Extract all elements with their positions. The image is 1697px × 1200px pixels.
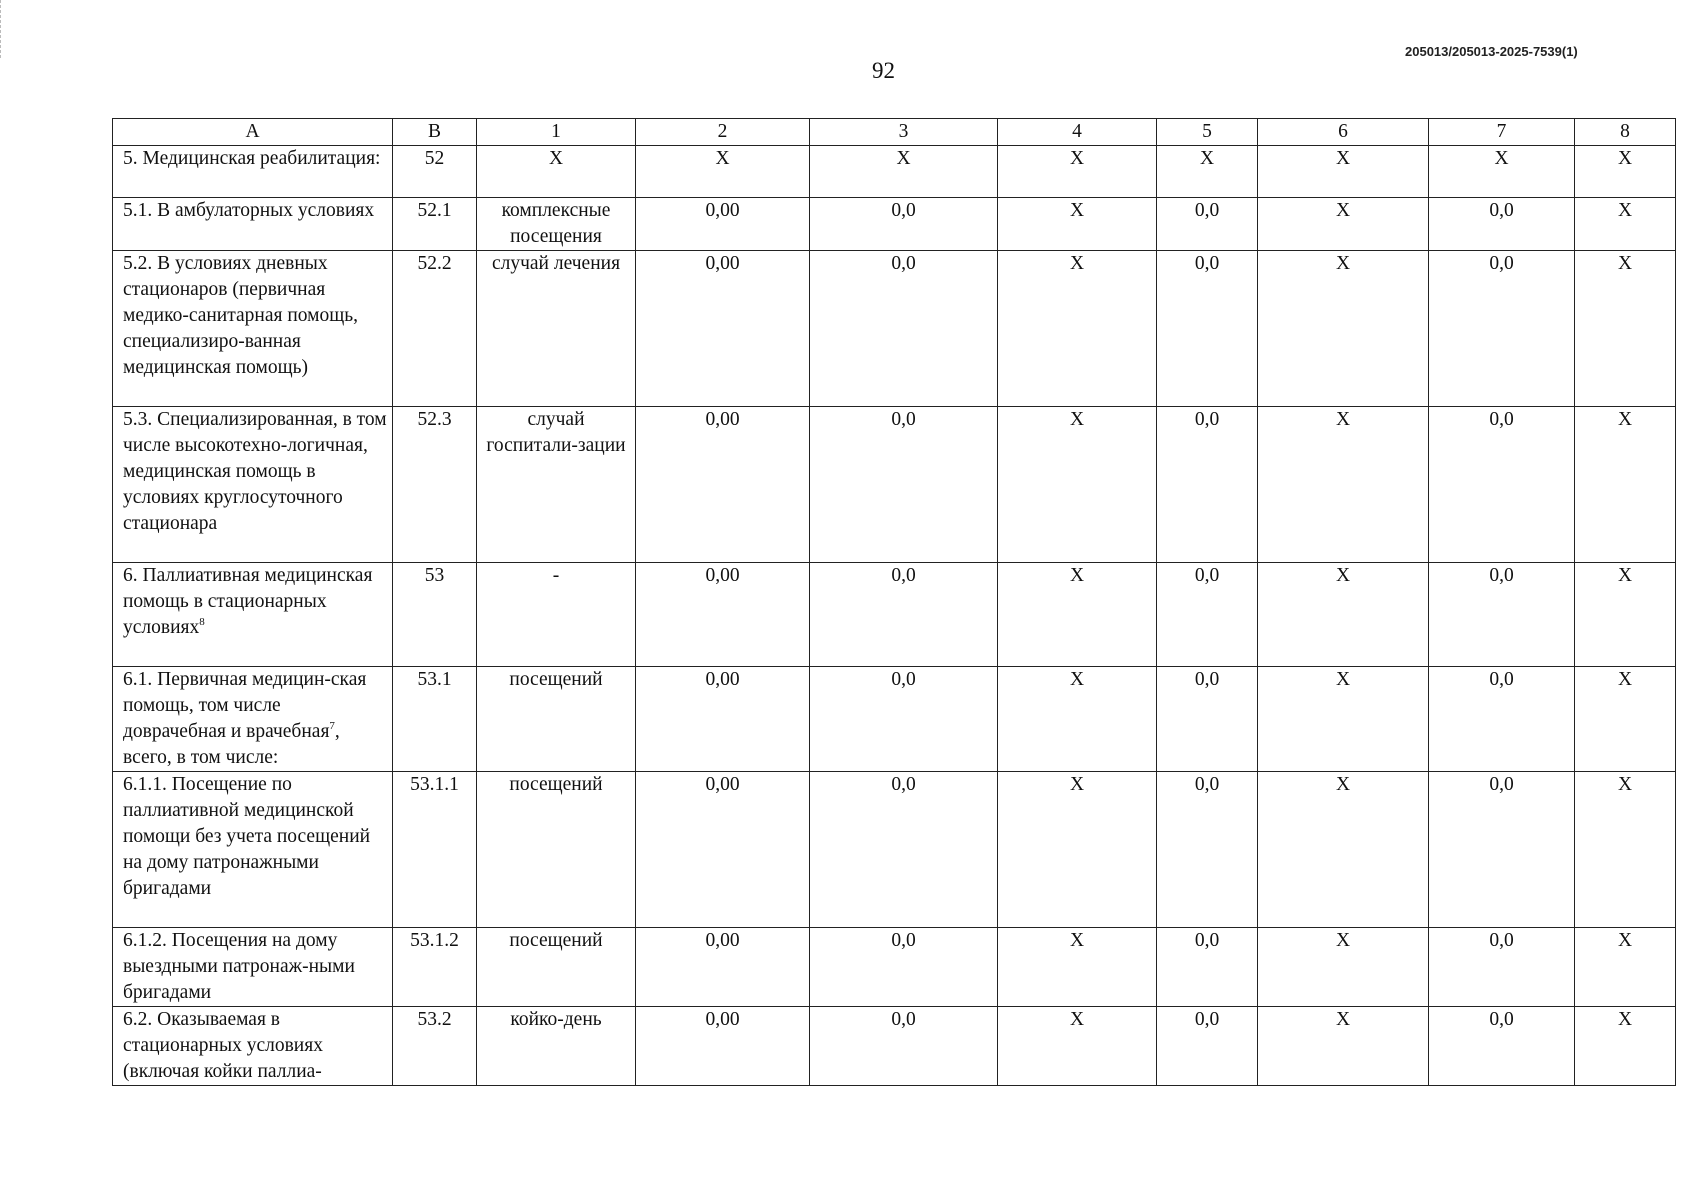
value-cell: 0,00 <box>636 928 810 1007</box>
column-header: 8 <box>1575 119 1676 146</box>
value-cell: X <box>1258 407 1429 563</box>
value-cell: X <box>1575 407 1676 563</box>
column-header: 4 <box>998 119 1157 146</box>
value-cell: 0,0 <box>1157 928 1258 1007</box>
row-name-cell <box>113 928 393 1007</box>
value-cell: X <box>998 407 1157 563</box>
table-row <box>113 198 1676 251</box>
value-cell: 0,0 <box>1429 563 1575 667</box>
value-cell: X <box>998 198 1157 251</box>
scan-edge-mark <box>0 0 3 58</box>
value-cell: 0,0 <box>1429 1007 1575 1086</box>
row-code-cell: 53.2 <box>393 1007 477 1086</box>
value-cell: X <box>998 667 1157 772</box>
row-unit-cell: случай госпитали-зации <box>477 407 636 563</box>
header-row <box>113 119 1676 146</box>
table-row <box>113 407 1676 563</box>
value-cell: 0,0 <box>1429 251 1575 407</box>
row-code-cell: 53.1 <box>393 667 477 772</box>
value-cell: 0,00 <box>636 198 810 251</box>
value-cell: X <box>1575 198 1676 251</box>
row-unit-cell: посещений <box>477 667 636 772</box>
value-cell: 0,0 <box>810 1007 998 1086</box>
value-cell: 0,0 <box>810 407 998 563</box>
value-cell: X <box>1258 928 1429 1007</box>
value-cell: X <box>636 146 810 198</box>
value-cell: X <box>998 928 1157 1007</box>
value-cell: 0,0 <box>1429 198 1575 251</box>
value-cell: X <box>998 1007 1157 1086</box>
value-cell: X <box>1258 198 1429 251</box>
value-cell: X <box>1575 772 1676 928</box>
table-row <box>113 772 1676 928</box>
value-cell: X <box>1429 146 1575 198</box>
value-cell: 0,0 <box>1429 667 1575 772</box>
row-unit-cell: X <box>477 146 636 198</box>
row-name-cell <box>113 198 393 251</box>
row-name: 5.2. В условиях дневных стационаров (первичная медико-санитарная помощь, специализиро-ванная медицинская помощь) <box>123 253 359 378</box>
column-header: 6 <box>1258 119 1429 146</box>
row-name-cell <box>113 772 393 928</box>
value-cell: X <box>998 563 1157 667</box>
value-cell: 0,00 <box>636 1007 810 1086</box>
value-cell: X <box>998 251 1157 407</box>
value-cell: 0,00 <box>636 667 810 772</box>
row-code-cell: 53.1.1 <box>393 772 477 928</box>
value-cell: 0,00 <box>636 407 810 563</box>
column-header: 7 <box>1429 119 1575 146</box>
value-cell: 0,00 <box>636 563 810 667</box>
row-name-cell <box>113 563 393 667</box>
footnote-marker: 7 <box>329 720 335 732</box>
value-cell: 0,0 <box>1157 772 1258 928</box>
value-cell: X <box>810 146 998 198</box>
row-name-cell <box>113 667 393 772</box>
row-name-cell <box>113 407 393 563</box>
value-cell: 0,0 <box>1157 407 1258 563</box>
row-code-cell: 52.3 <box>393 407 477 563</box>
value-cell: X <box>1258 772 1429 928</box>
data-table <box>112 118 1676 1086</box>
value-cell: X <box>1575 1007 1676 1086</box>
row-name: 5.1. В амбулаторных условиях <box>123 200 375 221</box>
table-row <box>113 1007 1676 1086</box>
value-cell: 0,0 <box>810 251 998 407</box>
value-cell: 0,0 <box>1157 1007 1258 1086</box>
row-name-cell <box>113 1007 393 1086</box>
value-cell: X <box>1575 146 1676 198</box>
value-cell: X <box>1258 563 1429 667</box>
table-row <box>113 146 1676 198</box>
row-name-cell <box>113 146 393 198</box>
row-unit-cell: случай лечения <box>477 251 636 407</box>
value-cell: 0,0 <box>810 563 998 667</box>
value-cell: 0,00 <box>636 251 810 407</box>
row-unit-cell: посещений <box>477 772 636 928</box>
value-cell: 0,0 <box>1157 667 1258 772</box>
value-cell: X <box>1258 1007 1429 1086</box>
row-name-suffix: , всего, в том числе: <box>123 721 340 768</box>
row-code-cell: 53.1.2 <box>393 928 477 1007</box>
row-code-cell: 52.1 <box>393 198 477 251</box>
column-header: 2 <box>636 119 810 146</box>
value-cell: X <box>1575 563 1676 667</box>
value-cell: X <box>1258 251 1429 407</box>
value-cell: 0,00 <box>636 772 810 928</box>
value-cell: 0,0 <box>1157 198 1258 251</box>
value-cell: 0,0 <box>1429 772 1575 928</box>
page-number: 92 <box>872 58 895 83</box>
column-header: 3 <box>810 119 998 146</box>
document-id: 205013/205013-2025-7539(1) <box>1405 44 1578 59</box>
value-cell: 0,0 <box>1429 928 1575 1007</box>
table-row <box>113 563 1676 667</box>
row-unit-cell: койко-день <box>477 1007 636 1086</box>
row-name: 6.2. Оказываемая в стационарных условиях (включая койки паллиа- <box>123 1009 323 1082</box>
value-cell: X <box>1575 251 1676 407</box>
row-code-cell: 52 <box>393 146 477 198</box>
row-name: 5.3. Специализированная, в том числе высокотехно-логичная, медицинская помощь в условиях круглосуточного стационара <box>123 409 387 534</box>
value-cell: X <box>1575 667 1676 772</box>
table-row <box>113 928 1676 1007</box>
row-name: 5. Медицинская реабилитация: <box>123 148 381 169</box>
column-header: A <box>113 119 393 146</box>
row-code-cell: 53 <box>393 563 477 667</box>
row-name: 6.1. Первичная медицин-ская помощь, том числе доврачебная и врачебная <box>123 669 367 742</box>
value-cell: 0,0 <box>810 198 998 251</box>
value-cell: 0,0 <box>810 772 998 928</box>
table-row <box>113 667 1676 772</box>
table-row <box>113 251 1676 407</box>
value-cell: 0,0 <box>1157 251 1258 407</box>
row-name-cell <box>113 251 393 407</box>
value-cell: X <box>1157 146 1258 198</box>
column-header: B <box>393 119 477 146</box>
row-unit-cell: - <box>477 563 636 667</box>
footnote-marker: 8 <box>199 616 205 628</box>
value-cell: X <box>1258 146 1429 198</box>
row-code-cell: 52.2 <box>393 251 477 407</box>
value-cell: 0,0 <box>1157 563 1258 667</box>
value-cell: X <box>998 772 1157 928</box>
row-unit-cell: посещений <box>477 928 636 1007</box>
row-name: 6.1.1. Посещение по паллиативной медицинской помощи без учета посещений на дому патронажными бригадами <box>123 774 371 899</box>
row-name: 6.1.2. Посещения на дому выездными патронаж-ными бригадами <box>123 930 355 1003</box>
value-cell: 0,0 <box>810 667 998 772</box>
value-cell: X <box>1258 667 1429 772</box>
value-cell: 0,0 <box>810 928 998 1007</box>
value-cell: X <box>998 146 1157 198</box>
row-name: 6. Паллиативная медицинская помощь в стационарных условиях <box>123 565 373 638</box>
column-header: 5 <box>1157 119 1258 146</box>
column-header: 1 <box>477 119 636 146</box>
value-cell: 0,0 <box>1429 407 1575 563</box>
row-unit-cell: комплексные посещения <box>477 198 636 251</box>
value-cell: X <box>1575 928 1676 1007</box>
